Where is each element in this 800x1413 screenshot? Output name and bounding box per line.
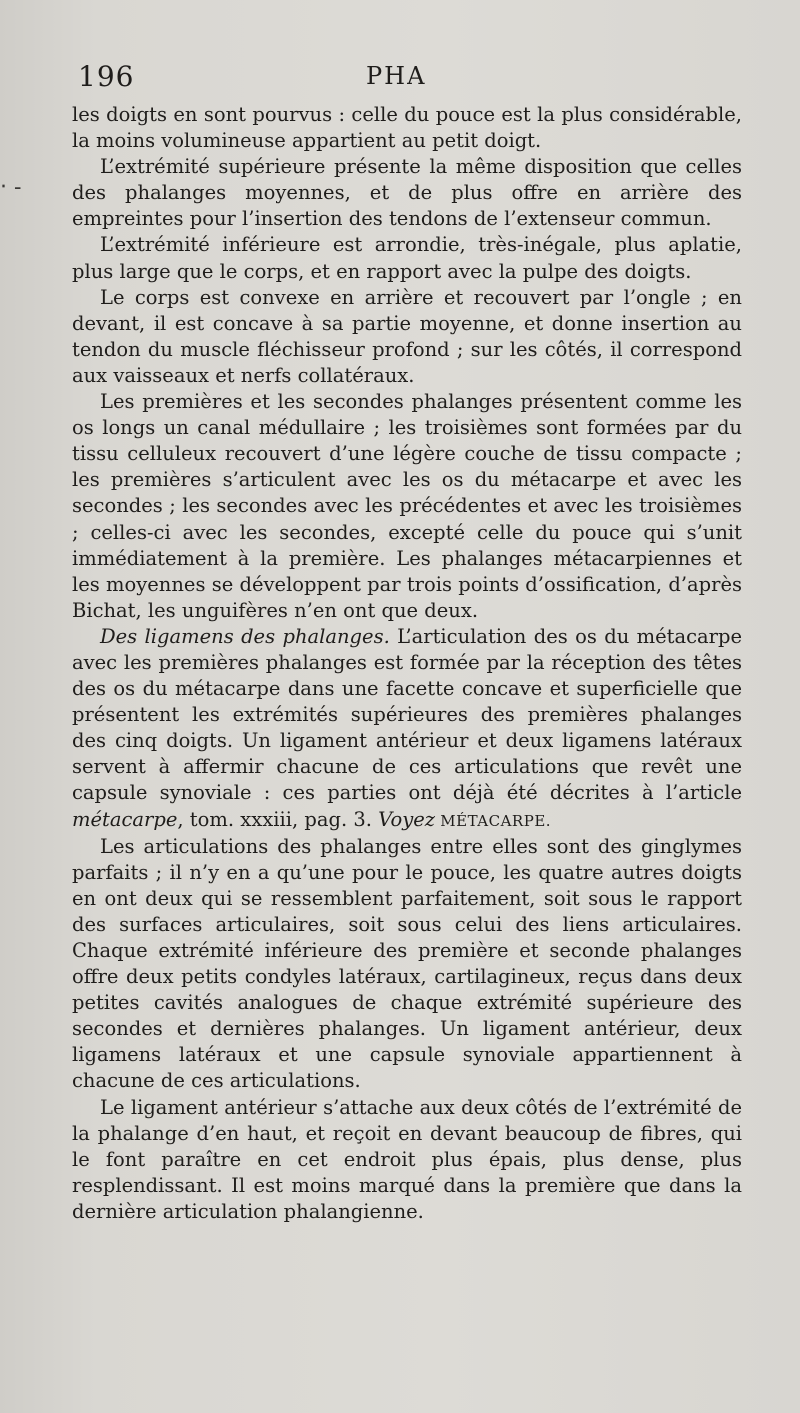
section-heading-ligamens: Des ligamens des phalanges. <box>100 624 390 648</box>
page-header <box>70 60 740 100</box>
see-also-target: MÉTACARPE. <box>435 811 552 830</box>
paragraph-6-text-a: L’articulation des os du métacarpe avec les premières phalanges est formée par la réception des têtes des os du métacarpe dans une facette concave et superficielle que présentent les extrémités supérieures des premières phalanges des cinq doigts. Un ligament antérieur et deux ligamens latéraux servent à affermir chacune de ces articulations que revêt une capsule synoviale : ces parties ont déjà été décrites à l’article <box>72 624 742 805</box>
article-reference: métacarpe <box>72 807 178 831</box>
see-also-label: Voyez <box>378 807 436 831</box>
margin-mark: ‧ - <box>0 175 22 200</box>
paragraph-3: L’extrémité inférieure est arrondie, très-inégale, plus aplatie, plus large que le corps, et en rapport avec la pulpe des doigts. <box>72 233 742 283</box>
page-number: 196 <box>78 60 135 93</box>
paragraph-6 <box>72 624 742 834</box>
paragraph-6-text-b: , tom. xxxiii, pag. 3. <box>177 807 379 831</box>
running-head: PHA <box>366 62 427 90</box>
paragraph-5: Les premières et les secondes phalanges présentent comme les os longs un canal médullaire ; les troisièmes sont formées par du tissu celluleux recouvert d’une légère couche de tissu compacte ; les premières s’articulent avec les os du métacarpe et avec les secondes ; les secondes avec les précédentes et avec les troisièmes ; celles-ci avec les secondes, excepté celle du pouce qui s’unit immédiatement à la première. Les phalanges métacarpiennes et les moyennes se développent par trois points d’ossification, d’après Bichat, les unguifères n’en ont que deux. <box>72 390 742 622</box>
body-text <box>72 102 742 1225</box>
paragraph-2: L’extrémité supérieure présente la même disposition que celles des phalanges moyennes, et de plus offre en arrière des empreintes pour l’insertion des tendons de l’extenseur commun. <box>72 155 742 231</box>
paragraph-7: Les articulations des phalanges entre elles sont des ginglymes parfaits ; il n’y en a qu’une pour le pouce, les quatre autres doigts en ont deux qui se ressemblent parfaitement, soit sous le rapport des surfaces articulaires, soit sous celui des liens articulaires. Chaque extrémité inférieure des première et seconde phalanges offre deux petits condyles latéraux, cartilagineux, reçus dans deux petites cavités analogues de chaque extrémité supérieure des secondes et dernières phalanges. Un ligament antérieur, deux ligamens latéraux et une capsule synoviale appartiennent à chacune de ces articulations. <box>72 834 742 1093</box>
paragraph-8: Le ligament antérieur s’attache aux deux côtés de l’extrémité de la phalange d’en haut, et reçoit en devant beaucoup de fibres, qui le font paraître en cet endroit plus épais, plus dense, plus resplendissant. Il est moins marqué dans la première que dans la dernière articulation phalangienne. <box>72 1095 742 1223</box>
paragraph-4: Le corps est convexe en arrière et recouvert par l’ongle ; en devant, il est concave à sa partie moyenne, et donne insertion au tendon du muscle fléchisseur profond ; sur les côtés, il correspond aux vaisseaux et nerfs collatéraux. <box>72 285 742 387</box>
paragraph-1: les doigts en sont pourvus : celle du pouce est la plus considérable, la moins volumineuse appartient au petit doigt. <box>72 103 742 153</box>
